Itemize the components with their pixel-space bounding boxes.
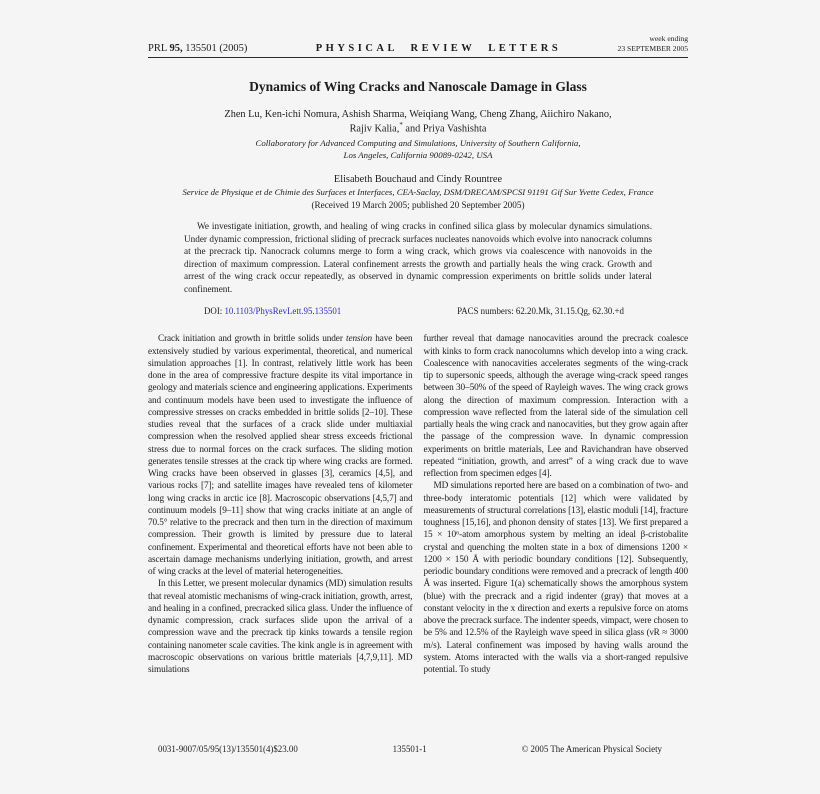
paragraph-2-continued: further reveal that damage nanocavities around the precrack coalesce with kinks to form crack nanocolumns which develop into a wing crack. Coalescence with nanocavities accelerates segments of the wing-crack tip to supersonic speeds, although the average wing-crack speed ranges between 30–50% of the speed of Rayleigh waves. The wing crack grows along the direction of maximum compression. Interaction with a compression wave reflected from the lateral side of the simulation cell partially heals the wing crack and nanocavities, but they grow again after the passage of the compression wave. In dynamic compression experiments on brittle materials, Lee and Ravichandran have observed repeated “initiation, growth, and arrest” of a wing crack due to wave reflection from specimen edges [4]. xyxy=(423,334,688,480)
article-title: Dynamics of Wing Cracks and Nanoscale Damage in Glass xyxy=(249,78,587,94)
authors-line1: Zhen Lu, Ken-ichi Nomura, Ashish Sharma, Weiqiang Wang, Cheng Zhang, Aiichiro Nakano, xyxy=(224,108,612,120)
journal-ref-pre: PRL xyxy=(148,42,170,54)
author-list xyxy=(148,108,688,137)
week-ending xyxy=(618,34,688,54)
author-footnote-marker: * xyxy=(399,121,403,130)
authors-line2-pre: Rajiv Kalia, xyxy=(349,123,400,135)
paragraph-3: MD simulations reported here are based on a combination of two- and three-body interatomic potentials [12] which were validated by measurements of structural correlations [13], elastic moduli [14], fracture toughness [15,16], and phonon density of states [13]. We first prepared a 15 × 10⁶-atom amorphous system by melting an ideal β-cristobalite crystal and quenching the molten state in a box of dimensions 1200 × 1200 × 150 Å with periodic boundary conditions [12]. Subsequently, periodic boundary conditions were removed and a precrack of length 400 Å was inserted. Figure 1(a) schematically shows the amorphous system (blue) with the precrack and a rigid indenter (gray) that moves at a constant velocity in the x direction and exerts a repulsive force on atoms above the precrack surface. The indenter speeds, νimpact, were chosen to be 5% and 12.5% of the Rayleigh wave speed in silica glass (νR ≈ 3000 m/s). Lateral confinement was imposed by having walls around the system. Atoms interacted with the walls via a short-ranged repulsive potential. To study xyxy=(423,481,688,676)
body-column-left xyxy=(148,333,413,745)
journal-ref-volume: 95, xyxy=(169,42,183,54)
paragraph-1 xyxy=(148,333,413,578)
issue-date: 23 SEPTEMBER 2005 xyxy=(617,43,688,53)
copyright-notice: © 2005 The American Physical Society xyxy=(521,744,662,754)
page-footer xyxy=(148,744,688,754)
affiliation-2: Service de Physique et de Chimie des Surfaces et Interfaces, CEA-Saclay, DSM/DRECAM/SPCSI 91191 Gif Sur Yvette Cedex, France xyxy=(182,187,654,198)
page-number: 135501-1 xyxy=(392,744,427,754)
doi-link[interactable]: 10.1103/PhysRevLett.95.135501 xyxy=(224,306,342,317)
paragraph-2: In this Letter, we present molecular dynamics (MD) simulation results that reveal atomistic mechanisms of wing-crack initiation, growth, arrest, and healing in a confined, precracked silica glass. Under the influence of dynamic compression, crack surfaces slide upon the arrival of a compression wave and the precrack tip kinks towards a tensile region containing nanometer scale cavities. The kink angle is in agreement with macroscopic observations on various brittle materials [4,7,9,11]. MD simulations xyxy=(148,579,413,676)
paragraph-1-emphasis: tension xyxy=(345,334,373,345)
authors-line2-post: and Priya Vashishta xyxy=(402,123,487,135)
running-head xyxy=(148,0,688,58)
journal-reference xyxy=(148,43,247,54)
doi-pacs-row xyxy=(184,306,652,316)
body-column-right xyxy=(424,333,689,745)
affiliation-1-line2: Los Angeles, California 90089-0242, USA xyxy=(343,150,493,161)
week-ending-label: week ending xyxy=(649,34,688,43)
paragraph-1-pre: Crack initiation and growth in brittle solids under xyxy=(158,334,346,345)
pacs-numbers: PACS numbers: 62.20.Mk, 31.15.Qg, 62.30.+d xyxy=(457,306,624,317)
body-columns xyxy=(148,333,688,745)
author-group-2: Elisabeth Bouchaud and Cindy Rountree xyxy=(333,174,503,186)
doi-label: DOI: xyxy=(204,306,225,317)
doi-line xyxy=(204,306,341,316)
received-dates: (Received 19 March 2005; published 20 September 2005) xyxy=(311,199,525,210)
issn-copyright-code: 0031-9007/05/95(13)/135501(4)$23.00 xyxy=(158,744,298,754)
affiliation-1-line1: Collaboratory for Advanced Computing and Simulations, University of Southern California, xyxy=(255,138,581,149)
journal-ref-post: 135501 (2005) xyxy=(182,42,248,54)
affiliation-1 xyxy=(148,138,688,162)
journal-name: PHYSICAL REVIEW LETTERS xyxy=(315,42,562,54)
abstract: We investigate initiation, growth, and healing of wing cracks in confined silica glass by molecular dynamics simulations. Under dynamic compression, frictional sliding of precrack surfaces nucleates nanovoids which evolve into nanocrack columns at the precrack tip. Nanocrack columns merge to form a wing crack, which grows via coalescence with nanovoids in the direction of maximum compression. Lateral confinement arrests the growth and partially heals the wing crack. Growth and arrest of the wing crack occur repeatedly, as observed in dynamic compression experiments on brittle solids under lateral confinement. xyxy=(184,220,652,294)
paragraph-1-post: have been extensively studied by various experimental, theoretical, and numerical simulation approaches [1]. In contrast, relatively little work has been done in the area of compressive fracture despite its vital importance in geology and materials science and engineering applications. Experiments and continuum models have been used to investigate the influence of compressive stresses on cracks embedded in brittle solids [2–10]. These studies reveal that the surfaces of a crack slide under multiaxial compression when the resolved applied shear stress exceeds frictional stress due to normal forces on the crack surfaces. The sliding motion generates tensile stresses at the crack tip where wing cracks are formed. Wing cracks have been observed in glasses [3], ceramics [4,5], and various rocks [7]; and satellite images have revealed tens of kilometer long wing cracks in arctic ice [8]. Macroscopic observations [4,5,7] and continuum models [9–11] show that wing cracks initiate at an angle of 70.5° relative to the precrack and then turn in the direction of maximum compression. Their growth is limited by pressure due to lateral confinement. Experimental and theoretical efforts have not been able to ascertain damage mechanisms underlying initiation, growth, and arrest of wing cracks at the level of material heterogeneities. xyxy=(148,334,413,578)
paper-sheet xyxy=(148,0,688,745)
